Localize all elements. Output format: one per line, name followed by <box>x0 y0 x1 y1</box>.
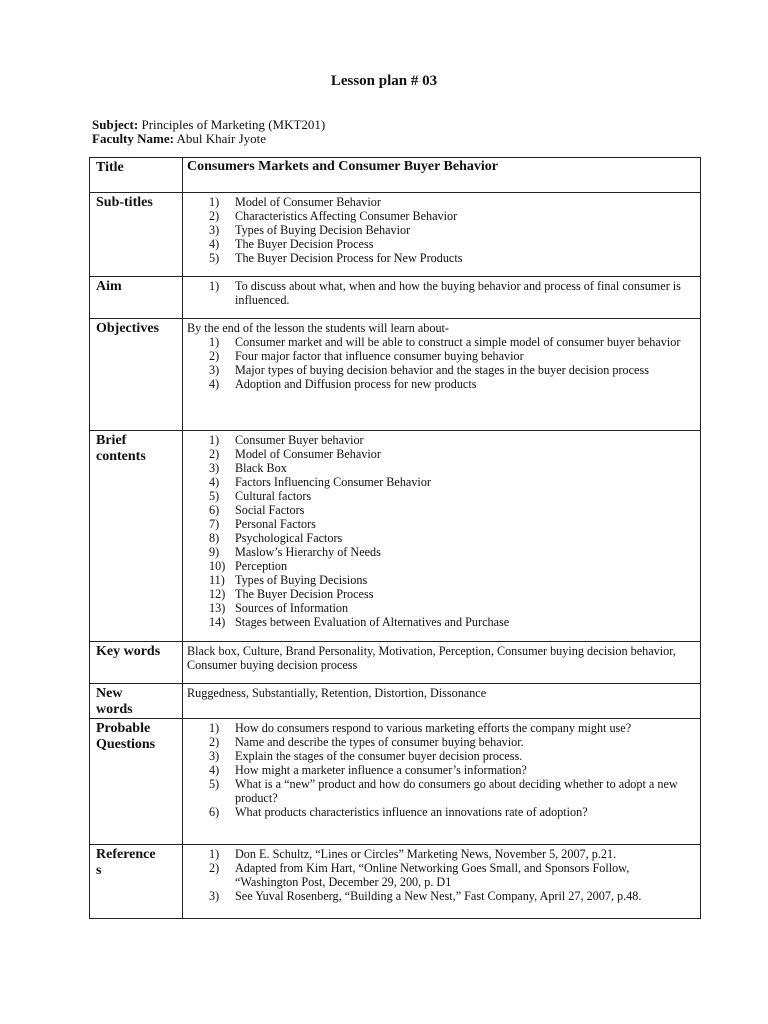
item-text: Model of Consumer Behavior <box>235 195 381 209</box>
item-text: Major types of buying decision behavior and the stages in the buyer decision process <box>235 363 649 377</box>
list-item <box>187 223 694 237</box>
item-text: Personal Factors <box>235 517 316 531</box>
item-text: Don E. Schultz, “Lines or Circles” Marketing News, November 5, 2007, p.21. <box>235 847 617 861</box>
list-item <box>187 209 694 223</box>
item-text: What products characteristics influence an innovations rate of adoption? <box>235 805 588 819</box>
list-item <box>187 349 694 363</box>
list-item <box>187 363 694 377</box>
row-label-brief <box>90 431 183 642</box>
row-label-keywords: Key words <box>90 642 183 684</box>
item-text: Black Box <box>235 461 287 475</box>
keywords-text: Black box, Culture, Brand Personality, Motivation, Perception, Consumer buying decision behavior, Consumer buying decision process <box>183 642 701 684</box>
list-item <box>187 531 694 545</box>
item-number: 8) <box>209 531 220 545</box>
item-text: Consumer Buyer behavior <box>235 433 364 447</box>
list-item <box>187 615 694 629</box>
title-value: Consumers Markets and Consumer Buyer Behavior <box>183 158 701 193</box>
item-text: The Buyer Decision Process <box>235 237 374 251</box>
item-number: 7) <box>209 517 220 531</box>
list-item <box>187 279 694 307</box>
item-text: Adapted from Kim Hart, “Online Networking Goes Small, and Sponsors Follow, “Washington Post, December 29, 200, p. D1 <box>235 861 630 889</box>
item-text: How might a marketer influence a consumer’s information? <box>235 763 527 777</box>
row-newwords <box>90 684 701 719</box>
list-item <box>187 447 694 461</box>
list-item <box>187 889 694 903</box>
item-text: Explain the stages of the consumer buyer decision process. <box>235 749 523 763</box>
item-number: 6) <box>209 805 220 819</box>
row-label-objectives: Objectives <box>90 319 183 431</box>
item-text: Psychological Factors <box>235 531 343 545</box>
item-text: Adoption and Diffusion process for new products <box>235 377 477 391</box>
list-item <box>187 763 694 777</box>
row-brief-contents <box>90 431 701 642</box>
item-number: 5) <box>209 251 220 265</box>
references-list <box>187 847 694 903</box>
item-number: 5) <box>209 777 220 791</box>
row-keywords <box>90 642 701 684</box>
row-subtitles <box>90 193 701 277</box>
newwords-label-line2: words <box>96 702 133 717</box>
list-item <box>187 545 694 559</box>
item-text: Four major factor that influence consumer buying behavior <box>235 349 524 363</box>
item-text: The Buyer Decision Process for New Products <box>235 251 463 265</box>
list-item <box>187 587 694 601</box>
list-item <box>187 777 694 805</box>
item-text: What is a “new” product and how do consumers go about deciding whether to adopt a new product? <box>235 777 678 805</box>
list-item <box>187 517 694 531</box>
list-item <box>187 195 694 209</box>
faculty-label: Faculty Name: <box>92 131 174 146</box>
objectives-list <box>187 335 694 391</box>
item-number: 3) <box>209 223 220 237</box>
list-item <box>187 489 694 503</box>
list-item <box>187 861 694 889</box>
item-number: 1) <box>209 721 220 735</box>
references-label-line2: s <box>96 863 102 878</box>
item-text: How do consumers respond to various marketing efforts the company might use? <box>235 721 632 735</box>
list-item <box>187 503 694 517</box>
list-item <box>187 433 694 447</box>
list-item <box>187 847 694 861</box>
item-number: 10) <box>209 559 226 573</box>
item-number: 3) <box>209 363 220 377</box>
item-number: 4) <box>209 377 220 391</box>
subject-value: Principles of Marketing (MKT201) <box>141 117 326 132</box>
item-text: Consumer market and will be able to construct a simple model of consumer buyer behavior <box>235 335 681 349</box>
item-number: 2) <box>209 735 220 749</box>
item-text: See Yuval Rosenberg, “Building a New Nest,” Fast Company, April 27, 2007, p.48. <box>235 889 642 903</box>
subtitles-list <box>187 195 694 265</box>
brief-label-line2: contents <box>96 449 146 464</box>
questions-list <box>187 721 694 819</box>
item-number: 13) <box>209 601 226 615</box>
item-text: The Buyer Decision Process <box>235 587 374 601</box>
questions-label-line2: Questions <box>96 737 156 752</box>
list-item <box>187 559 694 573</box>
item-text: Factors Influencing Consumer Behavior <box>235 475 431 489</box>
objectives-intro: By the end of the lesson the students will learn about- <box>187 321 449 335</box>
item-text: Perception <box>235 559 288 573</box>
brief-list <box>187 433 694 629</box>
list-item <box>187 461 694 475</box>
item-text: Types of Buying Decisions <box>235 573 368 587</box>
item-text: Stages between Evaluation of Alternatives and Purchase <box>235 615 510 629</box>
item-text: Cultural factors <box>235 489 312 503</box>
list-item <box>187 601 694 615</box>
page-title: Lesson plan # 03 <box>330 73 438 89</box>
questions-label-line1: Probable <box>96 721 151 736</box>
list-item <box>187 735 694 749</box>
list-item <box>187 237 694 251</box>
item-text: Social Factors <box>235 503 305 517</box>
list-item <box>187 573 694 587</box>
item-number: 2) <box>209 209 220 223</box>
item-number: 9) <box>209 545 220 559</box>
list-item <box>187 749 694 763</box>
row-label-subtitles: Sub-titles <box>90 193 183 277</box>
brief-label-line1: Brief <box>96 433 127 448</box>
item-number: 4) <box>209 763 220 777</box>
item-number: 2) <box>209 861 220 875</box>
item-number: 11) <box>209 573 225 587</box>
item-number: 1) <box>209 433 220 447</box>
item-number: 2) <box>209 447 220 461</box>
list-item <box>187 721 694 735</box>
references-label-line1: Reference <box>96 847 156 862</box>
item-number: 3) <box>209 461 220 475</box>
row-label-references <box>90 845 183 919</box>
item-number: 6) <box>209 503 220 517</box>
item-text: Model of Consumer Behavior <box>235 447 381 461</box>
item-number: 1) <box>209 195 220 209</box>
item-text: To discuss about what, when and how the buying behavior and process of final consumer is influenced. <box>235 279 681 307</box>
faculty-value: Abul Khair Jyote <box>176 131 267 146</box>
row-label-questions <box>90 719 183 845</box>
row-objectives <box>90 319 701 431</box>
list-item <box>187 475 694 489</box>
row-label-aim: Aim <box>90 277 183 319</box>
item-text: Characteristics Affecting Consumer Behavior <box>235 209 458 223</box>
aim-list <box>187 279 694 307</box>
row-title <box>90 158 701 193</box>
item-number: 14) <box>209 615 226 629</box>
item-number: 1) <box>209 335 220 349</box>
faculty-line <box>92 131 266 147</box>
item-number: 4) <box>209 475 220 489</box>
list-item <box>187 377 694 391</box>
list-item <box>187 335 694 349</box>
item-text: Sources of Information <box>235 601 349 615</box>
item-text: Types of Buying Decision Behavior <box>235 223 411 237</box>
row-aim <box>90 277 701 319</box>
newwords-text: Ruggedness, Substantially, Retention, Distortion, Dissonance <box>183 684 701 719</box>
item-number: 12) <box>209 587 226 601</box>
item-number: 1) <box>209 279 220 293</box>
item-text: Name and describe the types of consumer buying behavior. <box>235 735 524 749</box>
item-number: 4) <box>209 237 220 251</box>
item-number: 3) <box>209 749 220 763</box>
subject-label: Subject: <box>92 117 139 132</box>
row-label-newwords <box>90 684 183 719</box>
row-questions <box>90 719 701 845</box>
lesson-plan-table <box>89 157 701 919</box>
item-number: 5) <box>209 489 220 503</box>
row-label-title: Title <box>90 158 183 193</box>
row-references <box>90 845 701 919</box>
list-item <box>187 805 694 819</box>
item-number: 2) <box>209 349 220 363</box>
item-text: Maslow’s Hierarchy of Needs <box>235 545 381 559</box>
newwords-label-line1: New <box>96 686 123 701</box>
list-item <box>187 251 694 265</box>
item-number: 3) <box>209 889 220 903</box>
item-number: 1) <box>209 847 220 861</box>
